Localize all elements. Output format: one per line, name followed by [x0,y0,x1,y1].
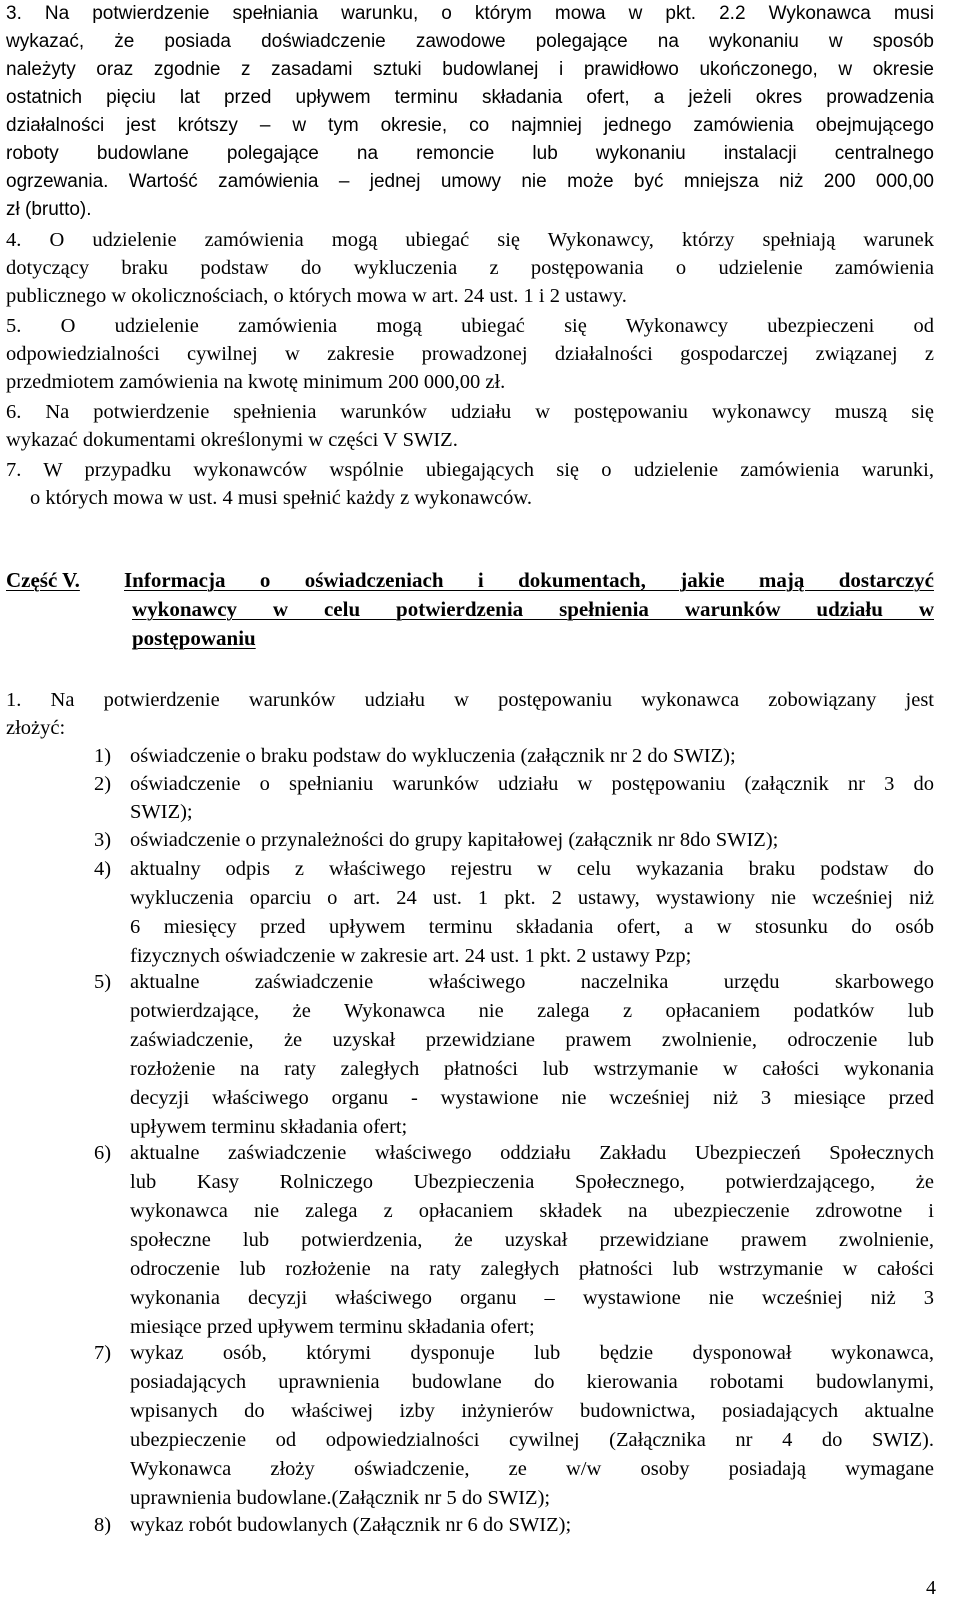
text-line: posiadających uprawnienia budowlane do kierowania robotami budowlanymi, [130,1371,934,1393]
text-line: przedmiotem zamówienia na kwotę minimum 200 000,00 zł. [6,371,506,393]
list-item-number: 2) [94,773,112,795]
text-line: wykonania decyzji właściwego organu – wystawione nie wcześniej niż 3 [130,1287,934,1309]
text-line: ubezpieczenie od odpowiedzialności cywilnej (Załącznika nr 4 do SWIZ). [130,1429,934,1451]
text-line: wykaz robót budowlanych (Załącznik nr 6 do SWIZ); [130,1514,572,1536]
text-line: wpisanych do właściwej izby inżynierów budownictwa, posiadających aktualne [130,1400,934,1422]
text-line: aktualny odpis z właściwego rejestru w celu wykazania braku podstaw do [130,858,934,880]
list-item-number: 5) [94,971,112,993]
text-line: 7. W przypadku wykonawców wspólnie ubiegających się o udzielenie zamówienia warunki, [6,459,934,481]
list-item-number: 1) [94,745,112,767]
text-line: aktualne zaświadczenie właściwego naczelnika urzędu skarbowego [130,971,934,993]
section-title-line: Informacja o oświadczeniach i dokumentach, jakie mają dostarczyć [124,568,934,592]
text-line: 3. Na potwierdzenie spełniania warunku, o którym mowa w pkt. 2.2 Wykonawca musi [6,3,934,24]
text-line: miesiące przed upływem terminu składania ofert; [130,1316,535,1338]
text-line: publicznego w okolicznościach, o których mowa w art. 24 ust. 1 i 2 ustawy. [6,285,627,307]
text-line: aktualne zaświadczenie właściwego oddziału Zakładu Ubezpieczeń Społecznych [130,1142,934,1164]
text-line: uprawnienia budowlane.(Załącznik nr 5 do SWIZ); [130,1487,551,1509]
text-line: oświadczenie o braku podstaw do wykluczenia (załącznik nr 2 do SWIZ); [130,745,736,767]
text-line: wykazać dokumentami określonymi w części V SWIZ. [6,429,458,451]
text-line: fizycznych oświadczenie w zakresie art. 24 ust. 1 pkt. 2 ustawy Pzp; [130,945,692,967]
list-item-number: 7) [94,1342,112,1364]
text-line: społeczne lub potwierdzenia, że uzyskał przewidziane prawem zwolnienie, [130,1229,934,1251]
text-line: wykonawca nie zalega z opłacaniem składek na ubezpieczenie zdrowotne i [130,1200,934,1222]
section-title-line: wykonawcy w celu potwierdzenia spełnienia warunków udziału w [132,597,934,621]
text-line: odroczenie lub rozłożenie na raty zaległych płatności lub wstrzymanie w całości [130,1258,934,1280]
text-line: 5. O udzielenie zamówienia mogą ubiegać się Wykonawcy ubezpieczeni od [6,315,934,337]
text-line: 4. O udzielenie zamówienia mogą ubiegać się Wykonawcy, którzy spełniają warunek [6,229,934,251]
text-line: upływem terminu składania ofert; [130,1116,408,1138]
text-line: wykluczenia oparciu o art. 24 ust. 1 pkt. 2 ustawy, wystawiony nie wcześniej niż [130,887,934,909]
text-line: decyzji właściwego organu - wystawione nie wcześniej niż 3 miesiące przed [130,1087,934,1109]
text-line: roboty budowlane polegające na remoncie lub wykonaniu instalacji centralnego [6,143,934,164]
text-line: 6 miesięcy przed upływem terminu składania ofert, a w stosunku do osób [130,916,934,938]
text-line: lub Kasy Rolniczego Ubezpieczenia Społecznego, potwierdzającego, że [130,1171,934,1193]
text-line: działalności jest krótszy – w tym okresie, co najmniej jednego zamówienia obejmującego [6,115,934,136]
text-line: należyty oraz zgodnie z zasadami sztuki budowlanej i prawidłowo ukończonego, w okresie [6,59,934,80]
text-line: odpowiedzialności cywilnej w zakresie prowadzonej działalności gospodarczej związanej z [6,343,934,365]
page-number: 4 [926,1577,936,1599]
text-line: o których mowa w ust. 4 musi spełnić każdy z wykonawców. [30,487,532,509]
text-line: oświadczenie o spełnianiu warunków udziału w postępowaniu (załącznik nr 3 do [130,773,934,795]
section-title-line: postępowaniu [132,626,256,650]
text-line: wykaz osób, którymi dysponuje lub będzie dysponował wykonawca, [130,1342,934,1364]
section-label: Część V. [6,568,80,592]
list-item-number: 6) [94,1142,112,1164]
text-line: potwierdzające, że Wykonawca nie zalega z opłacaniem podatków lub [130,1000,934,1022]
list-item-number: 8) [94,1514,112,1536]
text-line: zaświadczenie, że uzyskał przewidziane prawem zwolnienie, odroczenie lub [130,1029,934,1051]
text-line: wykazać, że posiada doświadczenie zawodowe polegające na wykonaniu w sposób [6,31,934,52]
text-line: ostatnich pięciu lat przed upływem terminu składania ofert, a jeżeli okres prowadzenia [6,87,934,108]
text-line: złożyć: [6,717,66,739]
text-line: SWIZ); [130,801,193,823]
text-line: zł (brutto). [6,199,92,220]
text-line: ogrzewania. Wartość zamówienia – jednej umowy nie może być mniejsza niż 200 000,00 [6,171,934,192]
text-line: 1. Na potwierdzenie warunków udziału w postępowaniu wykonawca zobowiązany jest [6,689,934,711]
text-line: dotyczący braku podstaw do wykluczenia z postępowania o udzielenie zamówienia [6,257,934,279]
text-line: Wykonawca złoży oświadczenie, ze w/w osoby posiadają wymagane [130,1458,934,1480]
text-line: rozłożenie na raty zaległych płatności lub wstrzymanie w całości wykonania [130,1058,934,1080]
text-line: 6. Na potwierdzenie spełnienia warunków udziału w postępowaniu wykonawcy muszą się [6,401,934,423]
list-item-number: 4) [94,858,112,880]
list-item-number: 3) [94,829,112,851]
text-line: oświadczenie o przynależności do grupy kapitałowej (załącznik nr 8do SWIZ); [130,829,779,851]
